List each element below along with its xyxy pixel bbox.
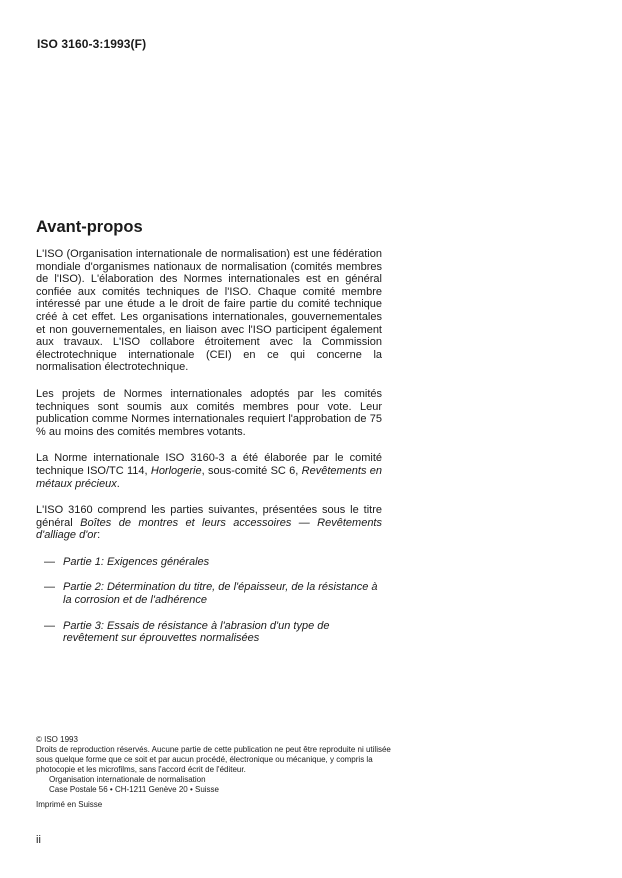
dash-bullet: — xyxy=(44,555,55,568)
list-item xyxy=(36,556,382,569)
paragraph-parts-intro xyxy=(36,504,382,542)
organisation-name: Organisation internationale de normalisation xyxy=(49,775,206,784)
paragraph-iso-description: L'ISO (Organisation internationale de normalisation) est une fédération mondiale d'organismes nationaux de normalisation (comités membres de l'ISO). L'élaboration des Normes internationales est en général confiée aux comités techniques de l'ISO. Chaque comité membre intéressé par une étude a le droit de faire partie du comité technique créé à cet effet. Les organisations internationales, gouvernementales et non gouvernementales, en liaison avec l'ISO participent également aux travaux. L'ISO collabore étroitement avec la Commission électrotechnique internationale (CEI) en ce qui concerne la normalisation électrotechnique. xyxy=(36,248,382,374)
printed-in: Imprimé en Suisse xyxy=(36,800,103,809)
parts-list xyxy=(36,556,382,645)
foreword-body xyxy=(36,248,584,658)
general-title-italic: Boîtes de montres et leurs accessoires — Revêtements d'alliage d'or xyxy=(36,516,382,542)
list-item xyxy=(36,620,382,645)
paragraph-voting: Les projets de Normes internationales adoptés par les comités techniques sont soumis aux comités membres pour vote. Leur publication comme Normes internationales requiert l'approbation de 75 % au moins des comités membres votants. xyxy=(36,387,382,438)
postal-address: Case Postale 56 • CH-1211 Genève 20 • Suisse xyxy=(49,785,219,794)
committee-name-italic: Horlogerie xyxy=(150,464,202,477)
page-title: Avant-propos xyxy=(36,218,143,236)
part-text: Partie 3: Essais de résistance à l'abrasion d'un type de revêtement sur éprouvettes normalisées xyxy=(63,619,330,645)
copyright-line: © ISO 1993 xyxy=(36,735,78,744)
rights-notice: Droits de reproduction réservés. Aucune partie de cette publication ne peut être reproduite ni utilisée sous quelque forme que ce soit et par aucun procédé, électronique ou mécanique, y compris la photocopie et les microfilms, sans l'accord écrit de l'éditeur. xyxy=(36,745,391,774)
part-text: Partie 2: Détermination du titre, de l'épaisseur, de la résistance à la corrosion et de l'adhérence xyxy=(63,581,378,607)
parts-intro-end: : xyxy=(97,529,101,542)
parts-intro-text: L'ISO 3160 comprend les parties suivantes, présentées sous le titre général xyxy=(36,504,382,529)
document-id-header: ISO 3160-3:1993(F) xyxy=(37,37,147,51)
committee-text-2: , sous-comité SC 6, xyxy=(201,464,302,477)
dash-bullet: — xyxy=(44,581,55,594)
committee-text-1: La Norme internationale ISO 3160-3 a été élaborée par le comité technique ISO/TC 114, xyxy=(36,452,382,477)
committee-text-3: . xyxy=(116,477,120,490)
dash-bullet: — xyxy=(44,619,55,632)
paragraph-committee xyxy=(36,452,382,490)
part-text: Partie 1: Exigences générales xyxy=(63,555,210,568)
subcommittee-name-italic: Revêtements en métaux précieux xyxy=(36,464,382,490)
copyright-footer xyxy=(36,735,396,810)
list-item xyxy=(36,581,382,606)
page-number: ii xyxy=(36,834,41,846)
